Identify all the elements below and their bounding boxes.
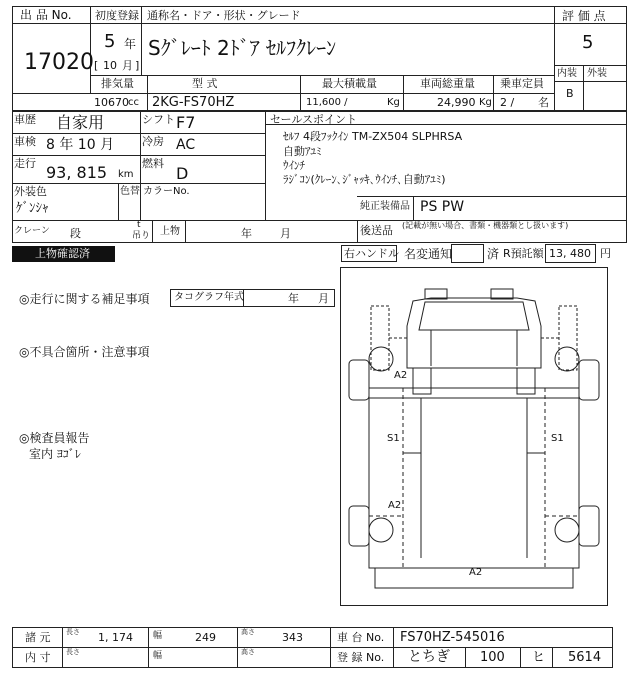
- damage-mark: A2: [394, 370, 408, 381]
- model-label: 型 式: [192, 77, 218, 90]
- name-change-box: [451, 244, 484, 263]
- reg-class: 100: [480, 650, 505, 665]
- vehicle-name-label: 通称名・ドア・形状・グレード: [147, 9, 301, 22]
- sales-point-line: ｾﾙﾌ 4段ﾌｯｸｲﾝ TM-ZX504 SLPHRSA: [283, 130, 463, 143]
- color-value: ｹﾞﾝｼｬ: [16, 201, 49, 216]
- sales-point-label: セールスポイント: [270, 113, 358, 126]
- driving-notes-label: ◎走行に関する補足事項: [19, 292, 150, 306]
- sales-point-line: ﾗｼﾞｺﾝ(ｸﾚｰﾝ､ｼﾞｬｯｷ､ｳｲﾝﾁ､自動ｱﾕﾐ): [283, 173, 446, 186]
- aftermarket-note: (記載が無い場合、書類・機器類とし扱います): [402, 221, 569, 230]
- damage-mark: A2: [388, 500, 402, 511]
- recycle-amount: 13, 480: [549, 247, 591, 260]
- reg-year: 5: [104, 31, 116, 52]
- damage-mark: S1: [387, 433, 400, 444]
- model-value: 2KG-FS70HZ: [152, 95, 235, 110]
- damage-mark: S1: [551, 433, 564, 444]
- height-value: 343: [282, 631, 303, 644]
- max-load-value: 11,600 /: [306, 97, 348, 108]
- score-value: 5: [582, 32, 594, 53]
- mileage-value: 93, 815: [46, 163, 108, 182]
- fuel-value: D: [176, 164, 189, 183]
- capacity-value: 2 /: [500, 96, 515, 109]
- max-load-label: 最大積載量: [322, 77, 377, 90]
- reg-region: とちぎ: [408, 649, 450, 665]
- gross-weight-label: 車両総重量: [420, 77, 475, 90]
- damage-mark: A2: [469, 567, 483, 578]
- displacement-label: 排気量: [101, 77, 134, 90]
- lot-label: 出 品 No.: [20, 8, 72, 22]
- truck-outline: [341, 268, 607, 605]
- interior-grade: B: [566, 87, 574, 100]
- vehicle-name: Sｸﾞﾚｰﾄ 2ﾄﾞｱ ｾﾙﾌｸﾚｰﾝ: [148, 36, 337, 60]
- reg-kana: ヒ: [532, 650, 546, 665]
- interior-label: 内装: [557, 68, 577, 79]
- ac-value: AC: [176, 137, 196, 153]
- shift-value: F7: [176, 113, 196, 132]
- history-value: 自家用: [56, 113, 105, 132]
- sales-point-line: ｳｲﾝﾁ: [283, 159, 305, 172]
- gross-weight-value: 24,990: [437, 96, 476, 109]
- reg-number: 5614: [568, 650, 602, 665]
- score-label: 評 価 点: [562, 9, 606, 23]
- inspector-report-note: 室内 ﾖｺﾞﾚ: [29, 447, 81, 461]
- lot-number: 17020: [24, 50, 94, 75]
- sales-point-line: 自動ｱﾕﾐ: [283, 145, 322, 158]
- chassis-number: FS70HZ-545016: [400, 630, 505, 645]
- displacement-value: 10670: [94, 96, 129, 109]
- reg-month-unit: 月: [122, 59, 133, 72]
- reg-month: 10: [103, 59, 117, 72]
- defects-label: ◎不具合箇所・注意事項: [19, 345, 150, 359]
- damage-diagram: [340, 267, 608, 606]
- genuine-equipment: PS PW: [420, 199, 465, 215]
- inspection-value: 8 年 10 月: [46, 137, 115, 153]
- exterior-label: 外装: [587, 68, 607, 79]
- reg-year-unit: 年: [124, 37, 137, 51]
- capacity-label: 乗車定員: [500, 77, 544, 90]
- length-value: 1, 174: [98, 631, 133, 644]
- width-value: 249: [195, 631, 216, 644]
- first-reg-label: 初度登録: [95, 9, 139, 22]
- inspector-report-label: ◎検査員報告: [19, 431, 90, 445]
